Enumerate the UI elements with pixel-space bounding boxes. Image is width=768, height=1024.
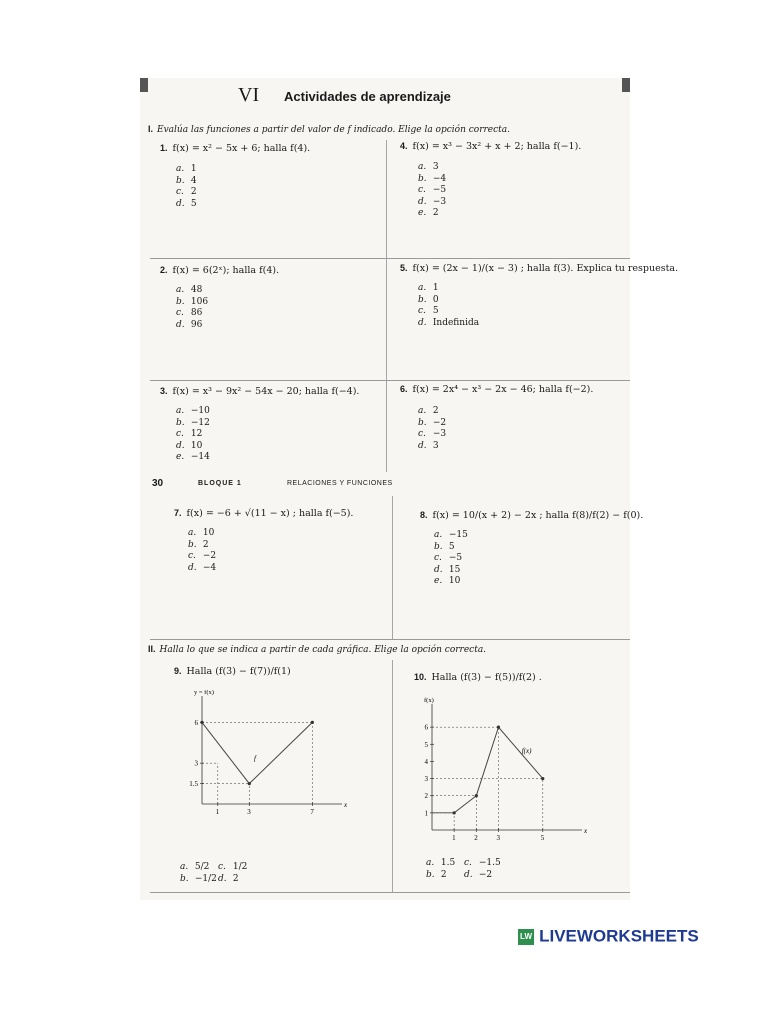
option-d xyxy=(176,320,208,332)
y-tick-label: 5 xyxy=(424,740,428,749)
option-letter: c. xyxy=(418,185,426,195)
graph-question-10 xyxy=(410,696,590,846)
option-d xyxy=(418,318,479,330)
option-letter: a. xyxy=(180,862,189,872)
option-letter: a. xyxy=(418,283,427,293)
data-point xyxy=(497,726,500,729)
curve-label: f(x) xyxy=(521,746,532,755)
option-b xyxy=(176,176,197,188)
option-value: 2 xyxy=(188,187,197,197)
data-point xyxy=(311,721,314,724)
option-letter: a. xyxy=(176,406,185,416)
option-c xyxy=(418,185,446,197)
y-tick-label: 3 xyxy=(194,759,198,768)
x-tick-label: 5 xyxy=(540,834,545,842)
option-value: 5/2 xyxy=(192,862,210,872)
option-letter: a. xyxy=(434,530,443,540)
question-1: 1. f(x) = x² − 5x + 6; halla f(4). xyxy=(160,143,311,154)
option-letter: d. xyxy=(176,319,185,330)
option-value: 86 xyxy=(188,308,203,318)
option-letter: d. xyxy=(176,440,185,451)
option-letter: c. xyxy=(176,429,184,439)
option-value: 1 xyxy=(430,283,439,293)
option-d xyxy=(434,565,468,577)
y-tick-label: 1 xyxy=(424,809,428,818)
option-b xyxy=(434,542,468,554)
option-letter: b. xyxy=(418,417,427,428)
option-letter: a. xyxy=(176,285,185,295)
option-d xyxy=(176,199,197,211)
page-title: Actividades de aprendizaje xyxy=(284,89,451,104)
option-value: −4 xyxy=(200,562,217,573)
option-value: 2 xyxy=(200,539,209,550)
x-axis-label: x xyxy=(584,827,588,835)
option-letter: b. xyxy=(418,173,427,184)
option-letter: d. xyxy=(418,196,427,207)
option-letter: a. xyxy=(176,164,185,174)
option-letter: b. xyxy=(176,175,185,186)
scan-corner-mark xyxy=(140,78,148,92)
option-value: 10 xyxy=(188,440,203,451)
brand-mark-icon: LW xyxy=(518,929,534,945)
question-8: 8. f(x) = 10/(x + 2) − 2x ; halla f(8)/f(2) − f(0). xyxy=(420,510,644,521)
option-value: −4 xyxy=(430,173,447,184)
option-letter: b. xyxy=(176,296,185,307)
x-tick-label: 1 xyxy=(215,808,220,816)
option-a xyxy=(434,530,468,542)
brand-logo xyxy=(518,926,699,947)
x-tick-label: 7 xyxy=(310,808,314,816)
options-question-6 xyxy=(418,406,446,452)
x-tick-label: 1 xyxy=(452,834,456,842)
worksheet-page xyxy=(140,78,679,900)
data-point xyxy=(200,721,203,724)
option-value: 4 xyxy=(188,175,197,186)
option-value: −2 xyxy=(200,551,217,561)
option-c xyxy=(188,551,216,563)
option-c xyxy=(464,858,502,870)
option-value: 10 xyxy=(200,528,215,538)
option-letter: b. xyxy=(180,873,189,884)
option-value: 106 xyxy=(188,296,209,307)
option-a xyxy=(176,164,197,176)
option-letter: b. xyxy=(188,539,197,550)
option-a xyxy=(418,162,446,174)
option-letter: e. xyxy=(434,576,443,586)
question-10: 10. Halla (f(3) − f(5))/f(2) . xyxy=(414,672,542,683)
option-letter: e. xyxy=(418,208,427,218)
option-value: 1 xyxy=(188,164,197,174)
option-a xyxy=(418,406,446,418)
option-d xyxy=(418,441,446,453)
option-a xyxy=(418,283,479,295)
option-letter: d. xyxy=(188,562,197,573)
option-letter: c. xyxy=(176,187,184,197)
y-tick-label: 6 xyxy=(194,718,198,727)
option-value: 1.5 xyxy=(438,858,456,868)
option-letter: c. xyxy=(218,862,226,872)
y-tick-label: 2 xyxy=(424,792,428,801)
option-value: −12 xyxy=(188,417,210,428)
data-point xyxy=(475,794,478,797)
option-value: 2 xyxy=(430,208,439,218)
topic-label: RELACIONES Y FUNCIONES xyxy=(287,480,393,487)
x-tick-label: 3 xyxy=(247,808,251,816)
question-9: 9. Halla (f(3) − f(7))/f(1) xyxy=(174,666,291,677)
option-value: −1.5 xyxy=(476,858,501,868)
option-letter: a. xyxy=(418,162,427,172)
option-value: 10 xyxy=(446,576,461,586)
option-value: −15 xyxy=(446,530,468,540)
question-6: 6. f(x) = 2x⁴ − x³ − 2x − 46; halla f(−2). xyxy=(400,384,594,395)
option-value: 3 xyxy=(430,162,439,172)
option-value: 48 xyxy=(188,285,203,295)
option-value: −2 xyxy=(430,417,447,428)
options-question-8 xyxy=(434,530,468,588)
option-b xyxy=(176,297,208,309)
option-value: 15 xyxy=(446,564,461,575)
option-value: −5 xyxy=(430,185,447,195)
bloque-label: BLOQUE 1 xyxy=(198,480,242,487)
y-tick-label: 3 xyxy=(424,775,428,784)
option-d xyxy=(464,870,502,882)
y-tick-label: 6 xyxy=(424,723,428,732)
option-value: 5 xyxy=(446,541,455,552)
options-question-3 xyxy=(176,406,210,464)
option-a xyxy=(188,528,216,540)
option-value: 12 xyxy=(188,429,203,439)
option-b xyxy=(426,870,464,882)
option-d xyxy=(188,563,216,575)
section-roman-numeral: VI xyxy=(238,84,260,106)
y-tick-label: 1.5 xyxy=(189,780,198,789)
option-letter: b. xyxy=(426,869,435,880)
x-axis-label: x xyxy=(344,801,348,809)
option-value: −10 xyxy=(188,406,210,416)
data-point xyxy=(541,777,544,780)
option-value: −1/2 xyxy=(192,873,217,884)
option-value: 2 xyxy=(230,873,239,884)
question-3: 3. f(x) = x³ − 9x² − 54x − 20; halla f(−4). xyxy=(160,386,360,397)
option-b xyxy=(418,295,479,307)
option-letter: d. xyxy=(176,198,185,209)
option-a xyxy=(176,285,208,297)
options-question-9 xyxy=(180,862,256,885)
option-value: 3 xyxy=(430,440,439,451)
data-point xyxy=(453,811,456,814)
option-a xyxy=(176,406,210,418)
data-point xyxy=(248,782,251,785)
option-e xyxy=(176,452,210,464)
question-5: 5. f(x) = (2x − 1)/(x − 3) ; halla f(3). Explica tu respuesta. xyxy=(400,263,679,274)
row-divider xyxy=(150,639,630,640)
option-c xyxy=(418,306,479,318)
option-d xyxy=(218,874,256,886)
options-question-1 xyxy=(176,164,197,210)
option-value: −5 xyxy=(446,553,463,563)
options-question-7 xyxy=(188,528,216,574)
question-7: 7. f(x) = −6 + √(11 − x) ; halla f(−5). xyxy=(174,508,354,519)
option-letter: a. xyxy=(418,406,427,416)
option-e xyxy=(434,576,468,588)
option-value: Indefinida xyxy=(430,317,480,328)
option-letter: c. xyxy=(188,551,196,561)
x-tick-label: 3 xyxy=(496,834,500,842)
option-letter: e. xyxy=(176,452,185,462)
section-1-instruction: I. Evalúa las funciones a partir del valor de f indicado. Elige la opción correcta. xyxy=(148,124,511,135)
option-b xyxy=(418,174,446,186)
option-letter: c. xyxy=(434,553,442,563)
options-question-5 xyxy=(418,283,479,329)
page-number: 30 xyxy=(152,478,164,489)
y-axis-label: y = f(x) xyxy=(194,690,214,696)
x-tick-label: 2 xyxy=(474,834,478,842)
option-a xyxy=(426,858,464,870)
option-value: 2 xyxy=(438,869,447,880)
option-value: −3 xyxy=(430,196,447,207)
option-letter: b. xyxy=(418,294,427,305)
option-b xyxy=(176,418,210,430)
section-2-instruction: II. Halla lo que se indica a partir de cada gráfica. Elige la opción correcta. xyxy=(148,644,487,655)
option-d xyxy=(418,197,446,209)
option-letter: c. xyxy=(418,429,426,439)
option-value: −14 xyxy=(188,452,210,462)
row-divider xyxy=(150,892,630,893)
column-divider xyxy=(386,140,387,472)
graph-question-9 xyxy=(180,690,350,820)
row-divider xyxy=(150,380,630,381)
option-c xyxy=(176,187,197,199)
option-b xyxy=(188,540,216,552)
option-letter: d. xyxy=(464,869,473,880)
option-letter: a. xyxy=(426,858,435,868)
options-question-4 xyxy=(418,162,446,220)
question-4: 4. f(x) = x³ − 3x² + x + 2; halla f(−1). xyxy=(400,141,582,152)
y-tick-label: 4 xyxy=(424,757,428,766)
option-letter: d. xyxy=(418,440,427,451)
options-question-10 xyxy=(426,858,502,881)
option-d xyxy=(176,441,210,453)
option-letter: b. xyxy=(434,541,443,552)
option-letter: c. xyxy=(418,306,426,316)
series-line xyxy=(202,722,312,783)
option-value: 5 xyxy=(188,198,197,209)
option-value: 1/2 xyxy=(230,862,248,872)
option-c xyxy=(176,308,208,320)
option-value: 96 xyxy=(188,319,203,330)
column-divider xyxy=(392,660,393,892)
curve-label: f xyxy=(254,754,256,763)
option-value: 5 xyxy=(430,306,439,316)
option-letter: d. xyxy=(434,564,443,575)
scan-corner-mark xyxy=(622,78,630,92)
option-c xyxy=(418,429,446,441)
option-letter: c. xyxy=(176,308,184,318)
option-e xyxy=(418,208,446,220)
option-letter: d. xyxy=(418,317,427,328)
option-letter: a. xyxy=(188,528,197,538)
option-letter: b. xyxy=(176,417,185,428)
option-value: −2 xyxy=(476,869,493,880)
option-letter: d. xyxy=(218,873,227,884)
column-divider xyxy=(392,496,393,639)
option-value: 2 xyxy=(430,406,439,416)
option-b xyxy=(418,418,446,430)
options-question-2 xyxy=(176,285,208,331)
option-c xyxy=(434,553,468,565)
option-letter: c. xyxy=(464,858,472,868)
y-axis-label: f(x) xyxy=(424,697,434,704)
question-2: 2. f(x) = 6(2ˣ); halla f(4). xyxy=(160,265,280,276)
option-a xyxy=(180,862,218,874)
option-value: −3 xyxy=(430,429,447,439)
option-c xyxy=(176,429,210,441)
option-b xyxy=(180,874,218,886)
option-c xyxy=(218,862,256,874)
row-divider xyxy=(150,258,630,259)
brand-name: LIVEWORKSHEETS xyxy=(539,926,699,946)
option-value: 0 xyxy=(430,294,439,305)
